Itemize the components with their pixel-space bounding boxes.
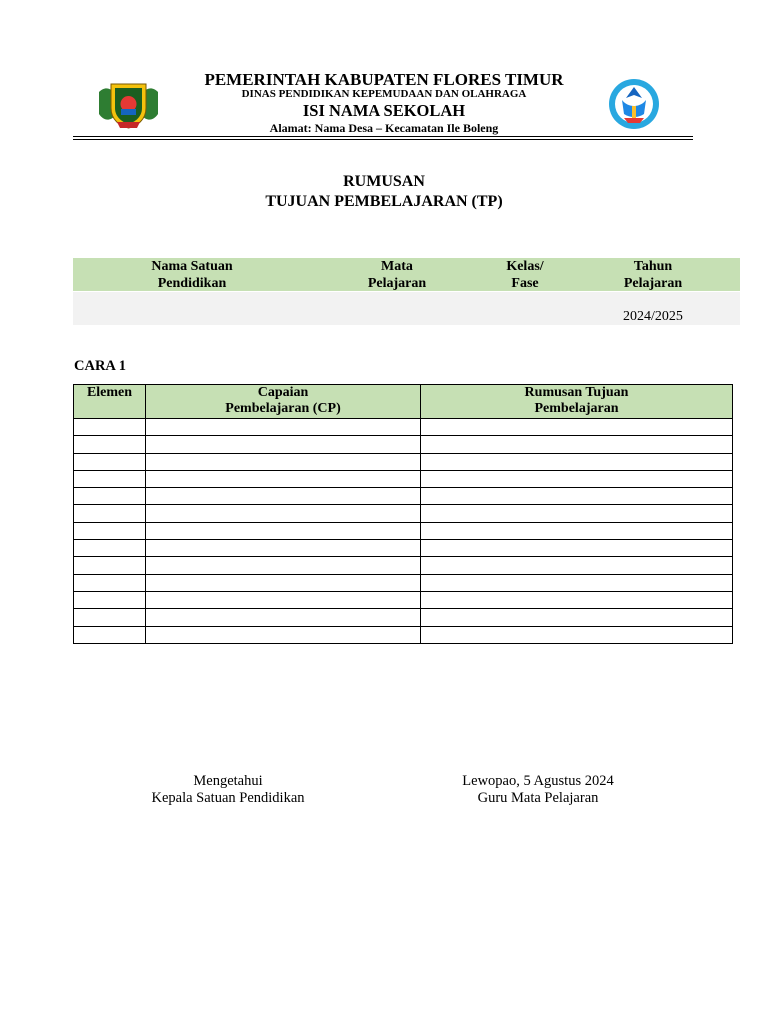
table-cell-tp[interactable] — [421, 522, 733, 539]
column-header-tp: Rumusan Tujuan Pembelajaran — [421, 385, 733, 419]
table-cell-elemen[interactable] — [74, 626, 146, 643]
table-cell-elemen[interactable] — [74, 505, 146, 522]
table-cell-elemen[interactable] — [74, 557, 146, 574]
table-cell-cp[interactable] — [146, 540, 421, 557]
table-row — [74, 453, 733, 470]
table-cell-tp[interactable] — [421, 540, 733, 557]
table-body — [74, 419, 733, 644]
table-row — [74, 609, 733, 626]
table-cell-tp[interactable] — [421, 557, 733, 574]
table-row — [74, 591, 733, 608]
table-cell-elemen[interactable] — [74, 591, 146, 608]
table-row — [74, 522, 733, 539]
signature-left-line1: Mengetahui — [193, 773, 263, 789]
table-cell-cp[interactable] — [146, 453, 421, 470]
letterhead-divider-thin — [73, 139, 693, 140]
table-cell-cp[interactable] — [146, 609, 421, 626]
document-title: RUMUSAN — [343, 173, 425, 190]
info-header-kelas: Kelas/ Fase — [506, 259, 544, 291]
table-cell-elemen[interactable] — [74, 488, 146, 505]
info-header-tahun: Tahun Pelajaran — [623, 259, 683, 291]
table-cell-tp[interactable] — [421, 470, 733, 487]
table-cell-cp[interactable] — [146, 436, 421, 453]
info-header-mapel: Mata Pelajaran — [367, 259, 427, 291]
info-value-tahun[interactable]: 2024/2025 — [623, 309, 683, 324]
table-cell-cp[interactable] — [146, 574, 421, 591]
table-row — [74, 557, 733, 574]
table-row — [74, 626, 733, 643]
signature-left — [128, 773, 328, 807]
letterhead-divider — [73, 136, 693, 137]
signature-right-line2: Guru Mata Pelajaran — [477, 790, 599, 806]
document-subtitle: TUJUAN PEMBELAJARAN (TP) — [265, 193, 503, 210]
column-header-elemen: Elemen — [74, 385, 146, 419]
table-cell-cp[interactable] — [146, 557, 421, 574]
signature-right — [428, 773, 648, 807]
table-row — [74, 436, 733, 453]
info-header-band — [73, 258, 740, 291]
table-cell-elemen[interactable] — [74, 419, 146, 436]
table-cell-tp[interactable] — [421, 453, 733, 470]
table-row — [74, 505, 733, 522]
signature-right-line1: Lewopao, 5 Agustus 2024 — [462, 773, 614, 789]
table-cell-tp[interactable] — [421, 488, 733, 505]
table-cell-cp[interactable] — [146, 419, 421, 436]
table-cell-tp[interactable] — [421, 436, 733, 453]
table-cell-cp[interactable] — [146, 626, 421, 643]
section-label: CARA 1 — [74, 358, 126, 374]
signature-left-line2: Kepala Satuan Pendidikan — [151, 790, 305, 806]
table-cell-cp[interactable] — [146, 488, 421, 505]
table-cell-tp[interactable] — [421, 626, 733, 643]
table-row — [74, 574, 733, 591]
table-cell-elemen[interactable] — [74, 540, 146, 557]
table-cell-cp[interactable] — [146, 591, 421, 608]
table-cell-tp[interactable] — [421, 591, 733, 608]
table-cell-elemen[interactable] — [74, 574, 146, 591]
table-row — [74, 419, 733, 436]
table-cell-cp[interactable] — [146, 505, 421, 522]
school-name: ISI NAMA SEKOLAH — [302, 101, 466, 120]
government-name: PEMERINTAH KABUPATEN FLORES TIMUR — [204, 70, 564, 89]
table-cell-elemen[interactable] — [74, 436, 146, 453]
info-value-band — [73, 292, 740, 325]
table-cell-cp[interactable] — [146, 522, 421, 539]
column-header-cp: Capaian Pembelajaran (CP) — [146, 385, 421, 419]
info-header-satuan: Nama Satuan Pendidikan — [151, 259, 233, 291]
table-cell-tp[interactable] — [421, 505, 733, 522]
table-cell-elemen[interactable] — [74, 522, 146, 539]
table-cell-tp[interactable] — [421, 419, 733, 436]
table-cell-elemen[interactable] — [74, 453, 146, 470]
school-address: Alamat: Nama Desa – Kecamatan Ile Boleng — [269, 121, 499, 135]
table-cell-cp[interactable] — [146, 470, 421, 487]
table-cell-tp[interactable] — [421, 609, 733, 626]
table-row — [74, 540, 733, 557]
table-cell-elemen[interactable] — [74, 609, 146, 626]
table-cell-tp[interactable] — [421, 574, 733, 591]
tp-table — [73, 384, 733, 644]
table-row — [74, 488, 733, 505]
department-name: DINAS PENDIDIKAN KEPEMUDAAN DAN OLAHRAGA — [241, 88, 527, 100]
table-header-row — [74, 385, 733, 419]
table-cell-elemen[interactable] — [74, 470, 146, 487]
table-row — [74, 470, 733, 487]
